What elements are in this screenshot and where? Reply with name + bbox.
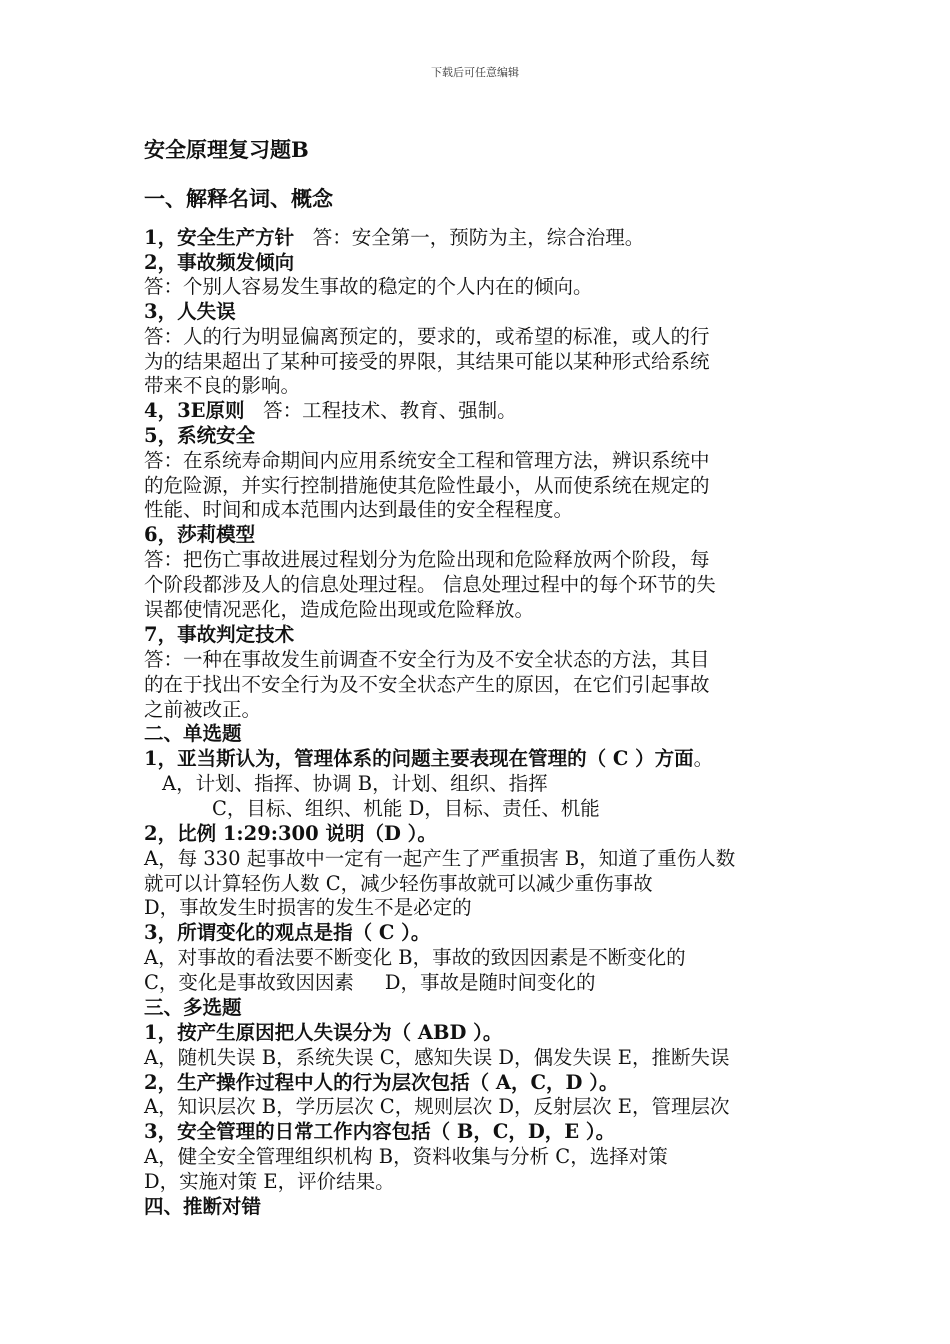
q2-2-question: 2，比例 1:29:300 说明（D ）。 [144,822,437,845]
document-title: 安全原理复习题B [144,137,309,162]
q2-1-question-end: 。 [693,747,714,770]
q3-3-question: 3，安全管理的日常工作内容包括（ B，C，D，E ）。 [144,1120,616,1143]
q1-4-row [144,398,517,423]
q1-7-answer-line: 的在于找出不安全行为及不安全状态产生的原因，在它们引起事故 [144,673,710,696]
q3-3-options-line: D，实施对策 E，评价结果。 [144,1170,395,1193]
q2-2-options-line: D，事故发生时损害的发生不是必定的 [144,896,472,919]
q2-3-options-line: C，变化是事故致因因素 D，事故是随时间变化的 [144,971,596,994]
q1-3-label: 3，人失误 [144,300,236,323]
q3-3-options-line: A，健全安全管理组织机构 B，资料收集与分析 C，选择对策 [144,1145,668,1168]
q1-6-answer-line: 个阶段都涉及人的信息处理过程。 信息处理过程中的每个环节的失 [144,573,716,596]
q1-5-answer-line: 答：在系统寿命期间内应用系统安全工程和管理方法，辨识系统中 [144,449,710,472]
q2-1-row [144,746,713,771]
q2-2-options-line: A，每 330 起事故中一定有一起产生了严重损害 B，知道了重伤人数 [144,847,736,870]
q2-2-options-line: 就可以计算轻伤人数 C，减少轻伤事故就可以减少重伤事故 [144,872,653,895]
q1-7-answer-line: 之前被改正。 [144,698,262,721]
q1-7-label: 7，事故判定技术 [144,623,295,646]
q1-4-label: 4，3E原则 [144,399,245,422]
q1-3-answer-line: 答：人的行为明显偏离预定的，要求的，或希望的标准，或人的行 [144,325,710,348]
q3-2-question: 2，生产操作过程中人的行为层次包括（ A，C，D ）。 [144,1071,619,1094]
q1-5-label: 5，系统安全 [144,424,256,447]
q1-1-label: 1，安全生产方针 [144,226,295,249]
section-1-title: 一、解释名词、概念 [144,186,333,211]
q1-5-answer-line: 的危险源，并实行控制措施使其危险性最小，从而使系统在规定的 [144,474,710,497]
section-4-title: 四、推断对错 [144,1195,262,1218]
q1-3-answer-line: 为的结果超出了某种可接受的界限，其结果可能以某种形式给系统 [144,350,710,373]
section-2-title: 二、单选题 [144,722,242,745]
q2-1-options-line: C，目标、组织、机能 D，目标、责任、机能 [212,797,600,820]
q1-1-answer: 答：安全第一，预防为主，综合治理。 [312,226,645,249]
q3-1-question: 1，按产生原因把人失误分为（ ABD ）。 [144,1021,503,1044]
q2-3-options-line: A，对事故的看法要不断变化 B，事故的致因因素是不断变化的 [144,946,686,969]
q1-4-answer: 答：工程技术、教育、强制。 [263,399,517,422]
q3-2-options: A，知识层次 B，学历层次 C，规则层次 D，反射层次 E，管理层次 [144,1095,730,1118]
q1-1-row [144,225,644,250]
q1-2-answer: 答：个别人容易发生事故的稳定的个人内在的倾向。 [144,275,593,298]
q1-6-label: 6，莎莉模型 [144,523,256,546]
q1-3-answer-line: 带来不良的影响。 [144,374,301,397]
section-3-title: 三、多选题 [144,996,242,1019]
q1-5-answer-line: 性能、时间和成本范围内达到最佳的安全程程度。 [144,498,574,521]
q2-1-options-line: A，计划、指挥、协调 B，计划、组织、指挥 [162,772,548,795]
q3-1-options: A，随机失误 B，系统失误 C，感知失误 D，偶发失误 E，推断失误 [144,1046,730,1069]
q2-3-question: 3，所谓变化的观点是指（ C ）。 [144,921,431,944]
q1-6-answer-line: 答：把伤亡事故进展过程划分为危险出现和危险释放两个阶段，每 [144,548,710,571]
header-note: 下载后可任意编辑 [431,66,519,79]
q1-2-label: 2，事故频发倾向 [144,251,295,274]
q2-1-question: 1，亚当斯认为，管理体系的问题主要表现在管理的（ C ）方面 [144,747,694,770]
q1-7-answer-line: 答：一种在事故发生前调查不安全行为及不安全状态的方法，其目 [144,648,710,671]
q1-6-answer-line: 误都使情况恶化，造成危险出现或危险释放。 [144,598,535,621]
